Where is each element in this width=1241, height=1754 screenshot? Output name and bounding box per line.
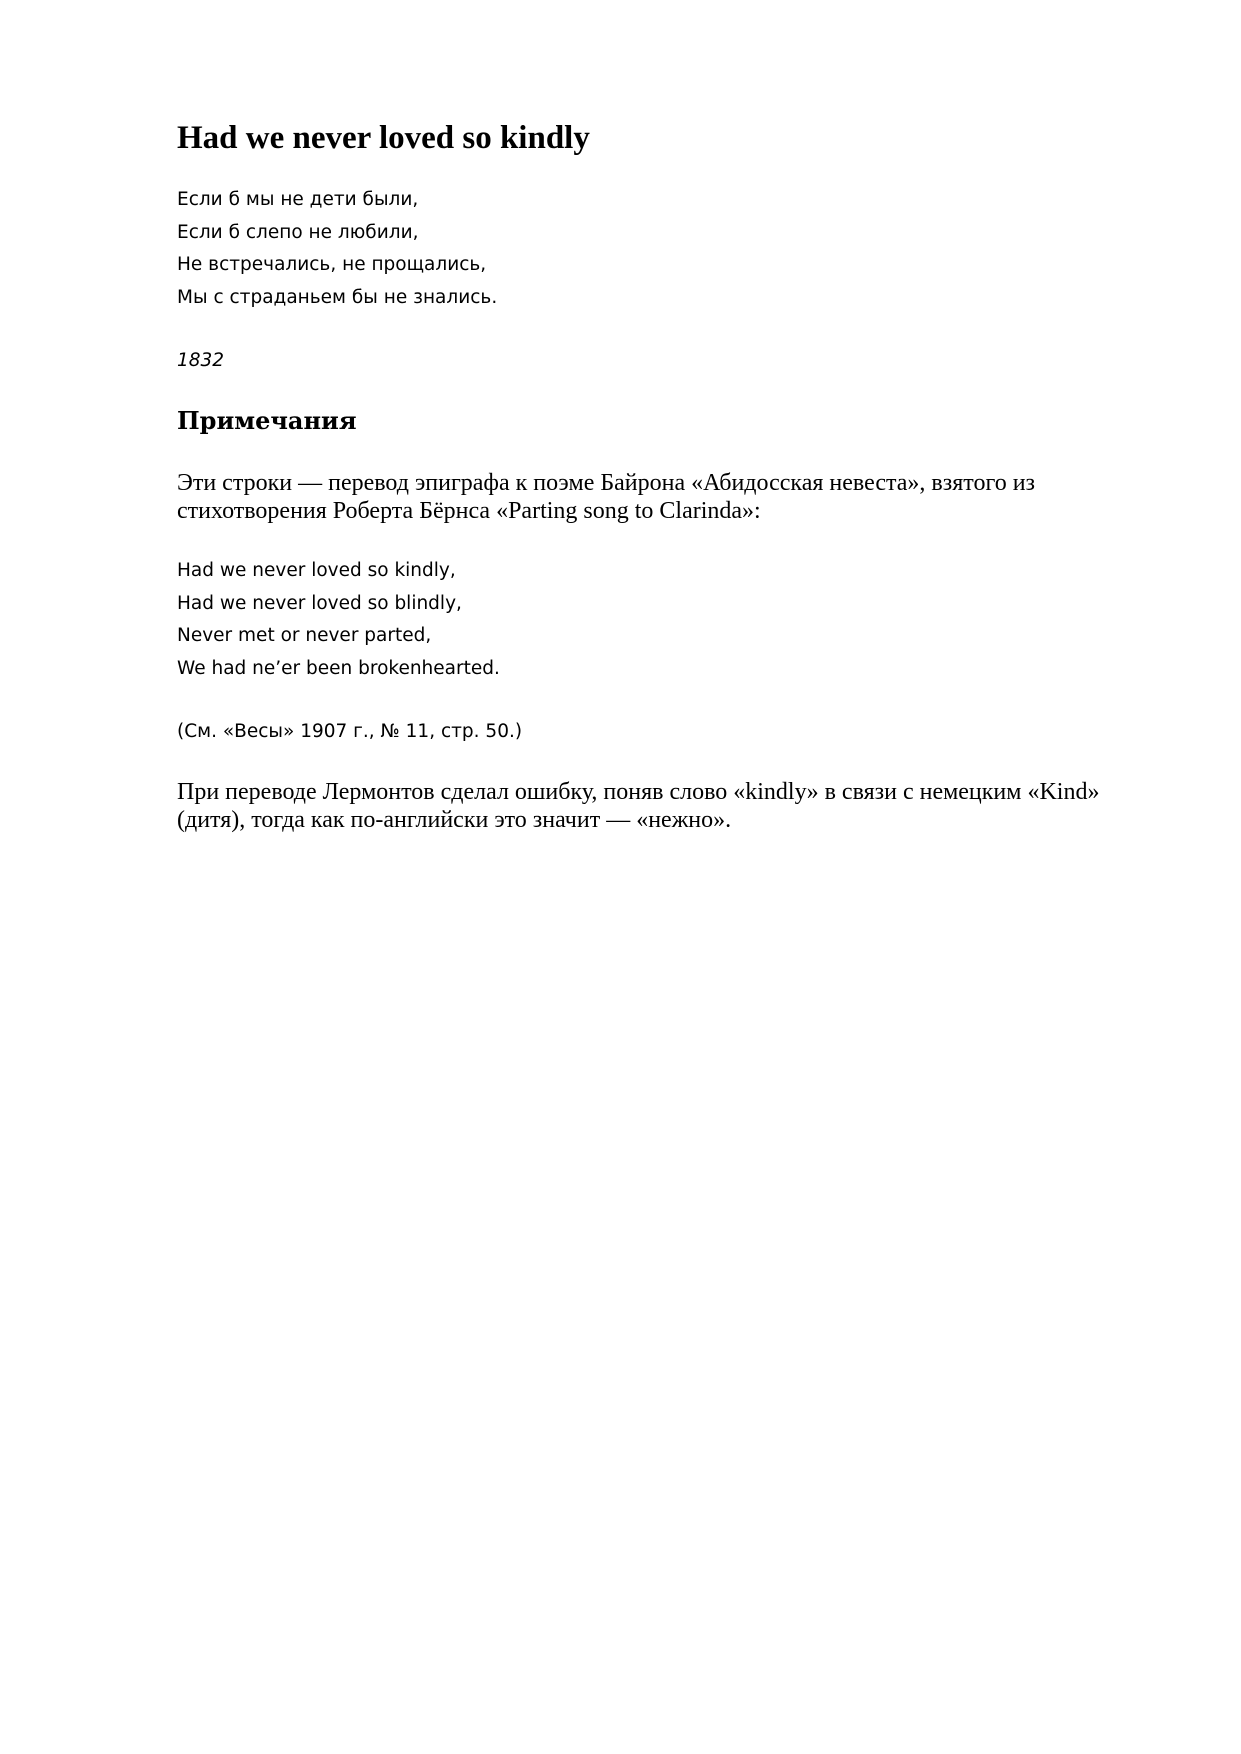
source-citation: (См. «Весы» 1907 г., № 11, стр. 50.)	[177, 721, 523, 742]
notes-heading: Примечания	[177, 406, 357, 435]
epigraph-line: Had we never loved so blindly,	[177, 592, 462, 614]
poem-year: 1832	[177, 350, 225, 371]
epigraph-line: We had ne’er been brokenhearted.	[177, 657, 500, 679]
poem-line: Не встречались, не прощались,	[177, 254, 487, 275]
poem-stanza	[177, 184, 497, 314]
poem-title: Had we never loved so kindly	[177, 120, 590, 156]
epigraph-stanza	[177, 555, 500, 685]
poem-line: Если б мы не дети были,	[177, 189, 419, 210]
notes-intro: Эти строки — перевод эпиграфа к поэме Байрона «Абидосская невеста», взятого из стихотворения Роберта Бёрнса «Parting song to Clarinda»:	[177, 470, 1036, 524]
poem-line: Мы с страданьем бы не знались.	[177, 286, 498, 308]
translation-comment: При переводе Лермонтов сделал ошибку, поняв слово «kindly» в связи с немецким «Kind» (дитя), тогда как по-английски это значит — «нежно».	[177, 779, 1100, 833]
poem-line: Если б слепо не любили,	[177, 221, 419, 243]
epigraph-line: Had we never loved so kindly,	[177, 560, 456, 581]
epigraph-line: Never met or never parted,	[177, 625, 432, 646]
